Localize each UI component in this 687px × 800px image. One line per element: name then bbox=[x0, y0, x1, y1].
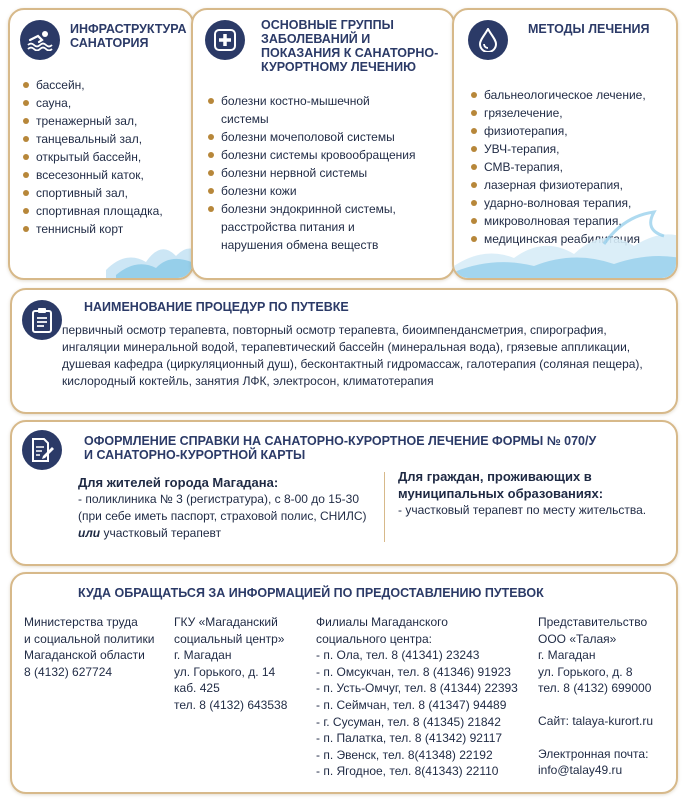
list-item: грязелечение, bbox=[470, 104, 676, 122]
procedures-line: первичный осмотр терапевта, повторный осмотр терапевта, биоимпендансметрия, спирография, bbox=[62, 323, 607, 337]
procedures-text bbox=[62, 322, 674, 390]
contact-line: - п. Ола, тел. 8 (41341) 23243 bbox=[316, 648, 480, 663]
certificate-right-block bbox=[398, 468, 668, 519]
contact-line: - п. Сеймчан, тел. 8 (41347) 94489 bbox=[316, 697, 507, 712]
certificate-divider bbox=[384, 472, 385, 542]
list-item: болезни эндокринной системы, расстройства питания и нарушения обмена веществ bbox=[207, 200, 417, 254]
list-item: бассейн, bbox=[22, 76, 192, 94]
list-item: танцевальный зал, bbox=[22, 130, 192, 148]
list-item: бальнеологическое лечение, bbox=[470, 86, 676, 104]
certificate-left-heading: Для жителей города Магадана: bbox=[78, 475, 279, 490]
list-item: спортивная площадка, bbox=[22, 202, 192, 220]
list-item: медицинская реабилитация bbox=[470, 230, 676, 248]
certificate-right-heading: муниципальных образованиях: bbox=[398, 486, 604, 501]
procedures-line: душевая кафедра (циркуляционный душ), бесконтактный гидромассаж, галотерапия (соляная пещера), bbox=[62, 357, 643, 371]
contact-line: - п. Усть-Омчуг, тел. 8 (41344) 22393 bbox=[316, 681, 518, 696]
contact-line: - п. Эвенск, тел. 8(41348) 22192 bbox=[316, 747, 493, 762]
infrastructure-title: ИНФРАСТРУКТУРА САНАТОРИЯ bbox=[70, 22, 187, 50]
methods-title: МЕТОДЫ ЛЕЧЕНИЯ bbox=[528, 22, 650, 36]
methods-card bbox=[452, 8, 678, 280]
or-text: или bbox=[78, 526, 101, 540]
contacts-card bbox=[10, 572, 678, 794]
list-item: спортивный зал, bbox=[22, 184, 192, 202]
contact-line: - г. Сусуман, тел. 8 (41345) 21842 bbox=[316, 714, 501, 729]
list-item: болезни мочеполовой системы bbox=[207, 128, 417, 146]
certificate-left-line: (при себе иметь паспорт, страховой полис, СНИЛС) bbox=[78, 509, 367, 523]
list-item: лазерная физиотерапия, bbox=[470, 176, 676, 194]
list-item: физиотерапия, bbox=[470, 122, 676, 140]
contact-line: - п. Омсукчан, тел. 8 (41346) 91923 bbox=[316, 664, 511, 679]
clipboard-icon bbox=[22, 300, 62, 340]
contacts-ministry bbox=[24, 614, 174, 680]
list-item: СМВ-терапия, bbox=[470, 158, 676, 176]
list-item: тренажерный зал, bbox=[22, 112, 192, 130]
contact-line: тел. 8 (4132) 643538 bbox=[174, 697, 288, 712]
contact-line: - п. Ягодное, тел. 8(41343) 22110 bbox=[316, 764, 499, 779]
procedures-line: ингаляции минеральной водой, терапевтический бассейн (минеральная вода), грязевые аппликации, bbox=[62, 340, 631, 354]
certificate-title-line: И САНАТОРНО-КУРОРТНОЙ КАРТЫ bbox=[84, 448, 306, 462]
certificate-right-line: - участковый терапевт по месту жительства. bbox=[398, 503, 647, 517]
certificate-left-line: - поликлиника № 3 (регистратура), с 8-00 до 15-30 bbox=[78, 492, 359, 506]
contact-line: Представительство bbox=[538, 615, 648, 629]
list-item: болезни системы кровообращения bbox=[207, 146, 417, 164]
list-item: открытый бассейн, bbox=[22, 148, 192, 166]
contacts-branches bbox=[316, 614, 532, 780]
document-pen-icon bbox=[22, 430, 62, 470]
medical-cross-icon bbox=[205, 20, 245, 60]
list-item: теннисный корт bbox=[22, 220, 192, 238]
list-item: УВЧ-терапия, bbox=[470, 140, 676, 158]
certificate-right-heading: Для граждан, проживающих в bbox=[398, 469, 592, 484]
contacts-title: КУДА ОБРАЩАТЬСЯ ЗА ИНФОРМАЦИЕЙ ПО ПРЕДОСТАВЛЕНИЮ ПУТЕВОК bbox=[78, 586, 544, 600]
list-item: болезни нервной системы bbox=[207, 164, 417, 182]
contact-line: ул. Горького, д. 14 bbox=[174, 664, 276, 679]
contact-line: г. Магадан bbox=[538, 648, 596, 663]
procedures-card bbox=[10, 288, 678, 414]
contact-line: ул. Горького, д. 8 bbox=[538, 664, 633, 679]
contact-line: - п. Палатка, тел. 8 (41342) 92117 bbox=[316, 731, 503, 746]
website-text: Сайт: talaya-kurort.ru bbox=[538, 713, 654, 728]
list-item: всесезонный каток, bbox=[22, 166, 192, 184]
swimmer-icon bbox=[20, 20, 60, 60]
list-item: сауна, bbox=[22, 94, 192, 112]
contact-line: каб. 425 bbox=[174, 681, 220, 696]
contact-line: Министерства труда bbox=[24, 615, 138, 629]
certificate-left-line bbox=[78, 525, 378, 542]
list-item: болезни костно-мышечной системы bbox=[207, 92, 417, 128]
certificate-left-line3: участковый терапевт bbox=[100, 526, 222, 540]
water-splash-decoration bbox=[454, 206, 678, 280]
email-label: Электронная почта: bbox=[538, 746, 649, 761]
contacts-talaya bbox=[538, 614, 676, 779]
contact-line: тел. 8 (4132) 699000 bbox=[538, 681, 652, 696]
list-item: ударно-волновая терапия, bbox=[470, 194, 676, 212]
contact-line: социального центра: bbox=[316, 631, 432, 646]
diseases-card bbox=[191, 8, 455, 280]
contact-line: г. Магадан bbox=[174, 648, 232, 663]
list-item: болезни кожи bbox=[207, 182, 417, 200]
infrastructure-list bbox=[22, 76, 192, 238]
water-drop-icon bbox=[468, 20, 508, 60]
procedures-line: кислородный коктейль, занятия ЛФК, электросон, климатотерапия bbox=[62, 374, 434, 388]
contact-line: и социальной политики bbox=[24, 631, 155, 646]
diseases-title: ОСНОВНЫЕ ГРУППЫ ЗАБОЛЕВАНИЙ И ПОКАЗАНИЯ К САНАТОРНО-КУРОРТНОМУ ЛЕЧЕНИЮ bbox=[261, 18, 439, 74]
contact-line: 8 (4132) 627724 bbox=[24, 664, 113, 679]
infrastructure-card bbox=[8, 8, 194, 280]
contact-line: социальный центр» bbox=[174, 631, 285, 646]
procedures-title: НАИМЕНОВАНИЕ ПРОЦЕДУР ПО ПУТЕВКЕ bbox=[84, 300, 349, 314]
contact-line: Филиалы Магаданского bbox=[316, 615, 448, 629]
certificate-card bbox=[10, 420, 678, 566]
diseases-list bbox=[207, 92, 417, 254]
certificate-title-line: ОФОРМЛЕНИЕ СПРАВКИ НА САНАТОРНО-КУРОРТНОЕ ЛЕЧЕНИЕ ФОРМЫ № 070/У bbox=[84, 434, 597, 448]
contacts-social-center bbox=[174, 614, 314, 714]
certificate-title bbox=[84, 434, 644, 462]
certificate-left-block bbox=[78, 474, 378, 542]
water-splash-decoration bbox=[106, 220, 194, 280]
contact-line: ГКУ «Магаданский bbox=[174, 615, 278, 629]
contact-line: ООО «Талая» bbox=[538, 631, 617, 646]
list-item: микроволновая терапия, bbox=[470, 212, 676, 230]
email-text: info@talay49.ru bbox=[538, 763, 623, 778]
contact-line: Магаданской области bbox=[24, 648, 145, 663]
